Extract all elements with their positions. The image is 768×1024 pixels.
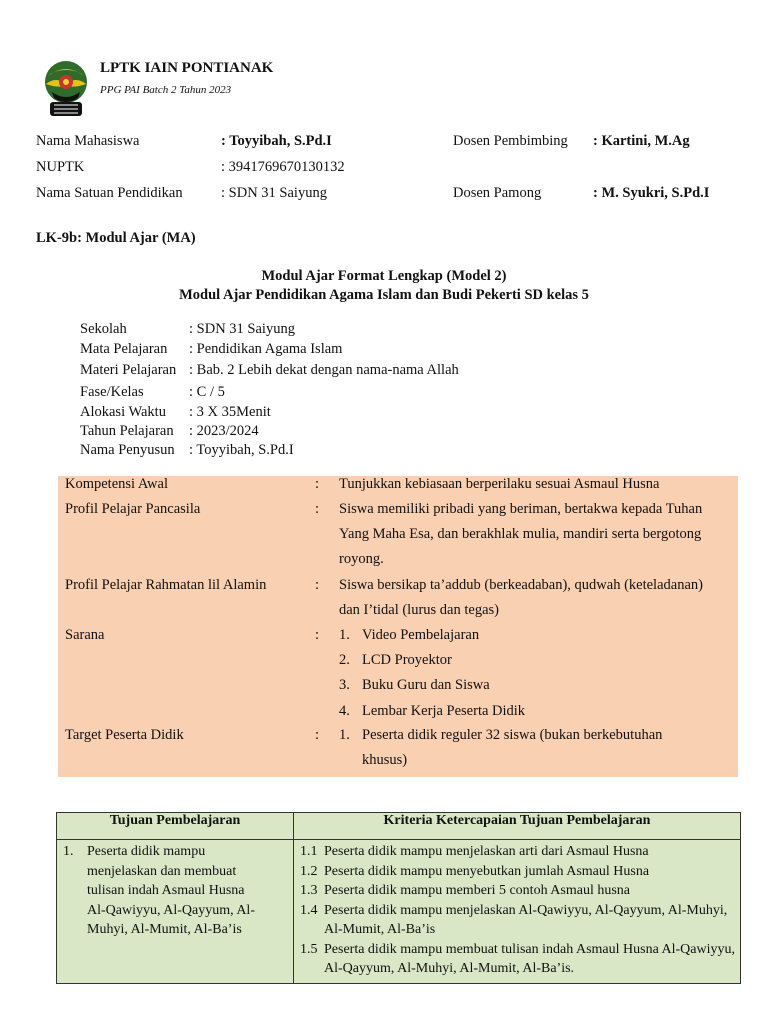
tujuan-line: Muhyi, Al-Mumit, Al-Ba’is — [87, 922, 242, 937]
column-header: Tujuan Pembelajaran — [57, 813, 294, 840]
tujuan-cell — [57, 840, 294, 984]
sarana-number: 4. — [339, 703, 350, 719]
info-label: Fase/Kelas — [80, 384, 144, 400]
info-value: : 3 X 35Menit — [189, 404, 271, 420]
tujuan-line: Peserta didik mampu — [87, 844, 206, 859]
tujuan-line: menjelaskan dan membuat — [87, 863, 237, 879]
sarana-item: Buku Guru dan Siswa — [362, 677, 490, 693]
document-code: LK-9b: Modul Ajar (MA) — [36, 230, 196, 246]
competence-panel — [58, 476, 738, 777]
tujuan-line: Al-Qawiyyu, Al-Qayyum, Al- — [87, 902, 255, 918]
kriteria-item — [300, 862, 736, 882]
colon: : — [315, 577, 320, 593]
kriteria-item — [300, 842, 736, 862]
school-unit-label: Nama Satuan Pendidikan — [36, 185, 183, 201]
nuptk-value: : 3941769670130132 — [221, 159, 345, 175]
info-value: : 2023/2024 — [189, 423, 259, 439]
colon: : — [315, 501, 320, 517]
mentor-value: : M. Syukri, S.Pd.I — [593, 185, 710, 201]
kriteria-item — [300, 881, 736, 901]
school-unit-value: : SDN 31 Saiyung — [221, 185, 327, 201]
table-header-row — [57, 813, 741, 840]
kriteria-text: Peserta didik mampu memberi 5 contoh Asmaul husna — [324, 883, 631, 898]
info-value: : Bab. 2 Lebih dekat dengan nama-nama Allah — [189, 362, 459, 378]
kriteria-number: 1.1 — [300, 844, 318, 859]
sarana-item: LCD Proyektor — [362, 652, 452, 668]
supervisor-label: Dosen Pembimbing — [453, 133, 568, 149]
sarana-item: Video Pembelajaran — [362, 627, 480, 643]
info-label: Materi Pelajaran — [80, 362, 177, 378]
university-logo-icon — [38, 58, 94, 120]
kriteria-cell — [294, 840, 741, 984]
pancasila-text: Yang Maha Esa, dan berakhlak mulia, mandiri serta bergotong — [339, 526, 702, 542]
info-label: Tahun Pelajaran — [80, 423, 174, 439]
batch-label: PPG PAI Batch 2 Tahun 2023 — [100, 84, 232, 96]
kriteria-text: Peserta didik mampu menyebutkan jumlah Asmaul Husna — [324, 863, 650, 879]
info-label: Sekolah — [80, 321, 127, 337]
kompetensi-value: Tunjukkan kebiasaan berperilaku sesuai Asmaul Husna — [339, 476, 660, 492]
objectives-table — [56, 812, 741, 984]
info-value: : SDN 31 Saiyung — [189, 321, 295, 337]
kompetensi-label: Kompetensi Awal — [65, 476, 168, 492]
kriteria-item — [300, 901, 736, 940]
rahmatan-text: Siswa bersikap ta’addub (berkeadaban), qudwah (keteladanan) — [339, 577, 703, 593]
student-name-value: : Toyyibah, S.Pd.I — [221, 133, 332, 149]
target-text: Peserta didik reguler 32 siswa (bukan berkebutuhan — [362, 727, 663, 743]
colon: : — [315, 727, 320, 743]
colon: : — [315, 476, 320, 492]
kriteria-text: Peserta didik mampu menjelaskan arti dari Asmaul Husna — [324, 844, 649, 859]
sarana-number: 1. — [339, 627, 350, 643]
kriteria-text: Peserta didik mampu membuat tulisan indah Asmaul Husna Al-Qawiyyu, Al-Qayyum, Al-Muhyi, Al-Mumit, Al-Ba’is. — [324, 941, 735, 976]
kriteria-number: 1.5 — [300, 941, 318, 957]
supervisor-value: : Kartini, M.Ag — [593, 133, 690, 149]
info-label: Mata Pelajaran — [80, 341, 168, 357]
module-subtitle: Modul Ajar Pendidikan Agama Islam dan Budi Pekerti SD kelas 5 — [179, 287, 589, 303]
rahmatan-text: dan I’tidal (lurus dan tegas) — [339, 602, 499, 618]
column-header: Kriteria Ketercapaian Tujuan Pembelajaran — [294, 813, 741, 840]
info-value: : Pendidikan Agama Islam — [189, 341, 343, 357]
info-label: Nama Penyusun — [80, 442, 175, 458]
sarana-number: 3. — [339, 677, 350, 693]
sarana-label: Sarana — [65, 627, 105, 643]
kriteria-text: Peserta didik mampu menjelaskan Al-Qawiyyu, Al-Qayyum, Al-Muhyi, Al-Mumit, Al-Ba’is — [324, 902, 728, 937]
module-title: Modul Ajar Format Lengkap (Model 2) — [261, 268, 507, 284]
student-name-label: Nama Mahasiswa — [36, 133, 140, 149]
mentor-label: Dosen Pamong — [453, 185, 542, 201]
info-label: Alokasi Waktu — [80, 404, 166, 420]
target-number: 1. — [339, 727, 350, 743]
sarana-item: Lembar Kerja Peserta Didik — [362, 703, 526, 719]
kriteria-number: 1.4 — [300, 902, 318, 918]
colon: : — [315, 627, 320, 643]
sarana-number: 2. — [339, 652, 350, 668]
kriteria-number: 1.3 — [300, 883, 318, 898]
tujuan-number: 1. — [63, 844, 74, 859]
pancasila-label: Profil Pelajar Pancasila — [65, 501, 201, 517]
info-value: : Toyyibah, S.Pd.I — [189, 442, 294, 458]
target-text: khusus) — [362, 752, 408, 768]
pancasila-text: Siswa memiliki pribadi yang beriman, bertakwa kepada Tuhan — [339, 501, 703, 517]
table-row — [57, 840, 741, 984]
kriteria-number: 1.2 — [300, 863, 318, 879]
pancasila-text: royong. — [339, 551, 384, 567]
rahmatan-label: Profil Pelajar Rahmatan lil Alamin — [65, 577, 267, 593]
nuptk-label: NUPTK — [36, 159, 85, 175]
tujuan-line: tulisan indah Asmaul Husna — [87, 883, 245, 898]
info-value: : C / 5 — [189, 384, 225, 400]
institution-name: LPTK IAIN PONTIANAK — [100, 60, 274, 76]
target-label: Target Peserta Didik — [65, 727, 184, 743]
kriteria-item — [300, 940, 736, 979]
